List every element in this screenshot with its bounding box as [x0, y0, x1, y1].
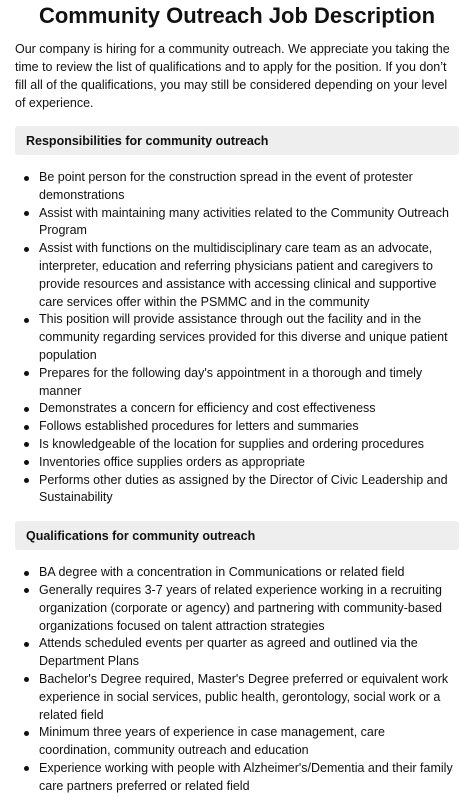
list-item: Performs other duties as assigned by the Director of Civic Leadership and Sustainability [39, 472, 459, 508]
list-item: Is knowledgeable of the location for supplies and ordering procedures [39, 436, 459, 454]
list-item: Inventories office supplies orders as appropriate [39, 454, 459, 472]
list-item: Assist with functions on the multidisciplinary care team as an advocate, interpreter, education and referring physicians patient and caregivers to provide resources and assistance with accessing clinical and supportive care services offer within the PSMMC and in the community [39, 240, 459, 311]
responsibilities-heading-text: Responsibilities for community outreach [26, 133, 269, 148]
intro-paragraph: Our company is hiring for a community outreach. We appreciate you taking the time to review the list of qualifications and to apply for the position. If you don’t fill all of the qualifications, you may still be considered depending on your level of experience. [15, 42, 450, 110]
list-item: Follows established procedures for letters and summaries [39, 418, 459, 436]
responsibilities-list [15, 169, 459, 507]
list-item: Minimum three years of experience in case management, care coordination, community outreach and education [39, 724, 459, 760]
list-item: Attends scheduled events per quarter as agreed and outlined via the Department Plans [39, 635, 459, 671]
qualifications-list [15, 564, 459, 795]
list-item: Prepares for the following day's appointment in a thorough and timely manner [39, 365, 459, 401]
qualifications-heading [15, 521, 459, 550]
page-title: Community Outreach Job Description [38, 3, 436, 28]
responsibilities-heading [15, 126, 459, 155]
list-item: Be point person for the construction spread in the event of protester demonstrations [39, 169, 459, 205]
list-item: Experience working with people with Alzheimer's/Dementia and their family care partners preferred or related field [39, 760, 459, 796]
list-item: This position will provide assistance through out the facility and in the community regarding services provided for this diverse and unique patient population [39, 311, 459, 364]
list-item: Bachelor's Degree required, Master's Degree preferred or equivalent work experience in social services, public health, gerontology, social work or a related field [39, 671, 459, 724]
list-item: Demonstrates a concern for efficiency and cost effectiveness [39, 400, 459, 418]
qualifications-heading-text: Qualifications for community outreach [26, 528, 256, 543]
list-item: Assist with maintaining many activities related to the Community Outreach Program [39, 205, 459, 241]
list-item: Generally requires 3-7 years of related experience working in a recruiting organization (corporate or agency) and partnering with community-based organizations focused on talent attraction strategies [39, 582, 459, 635]
list-item: BA degree with a concentration in Communications or related field [39, 564, 459, 582]
